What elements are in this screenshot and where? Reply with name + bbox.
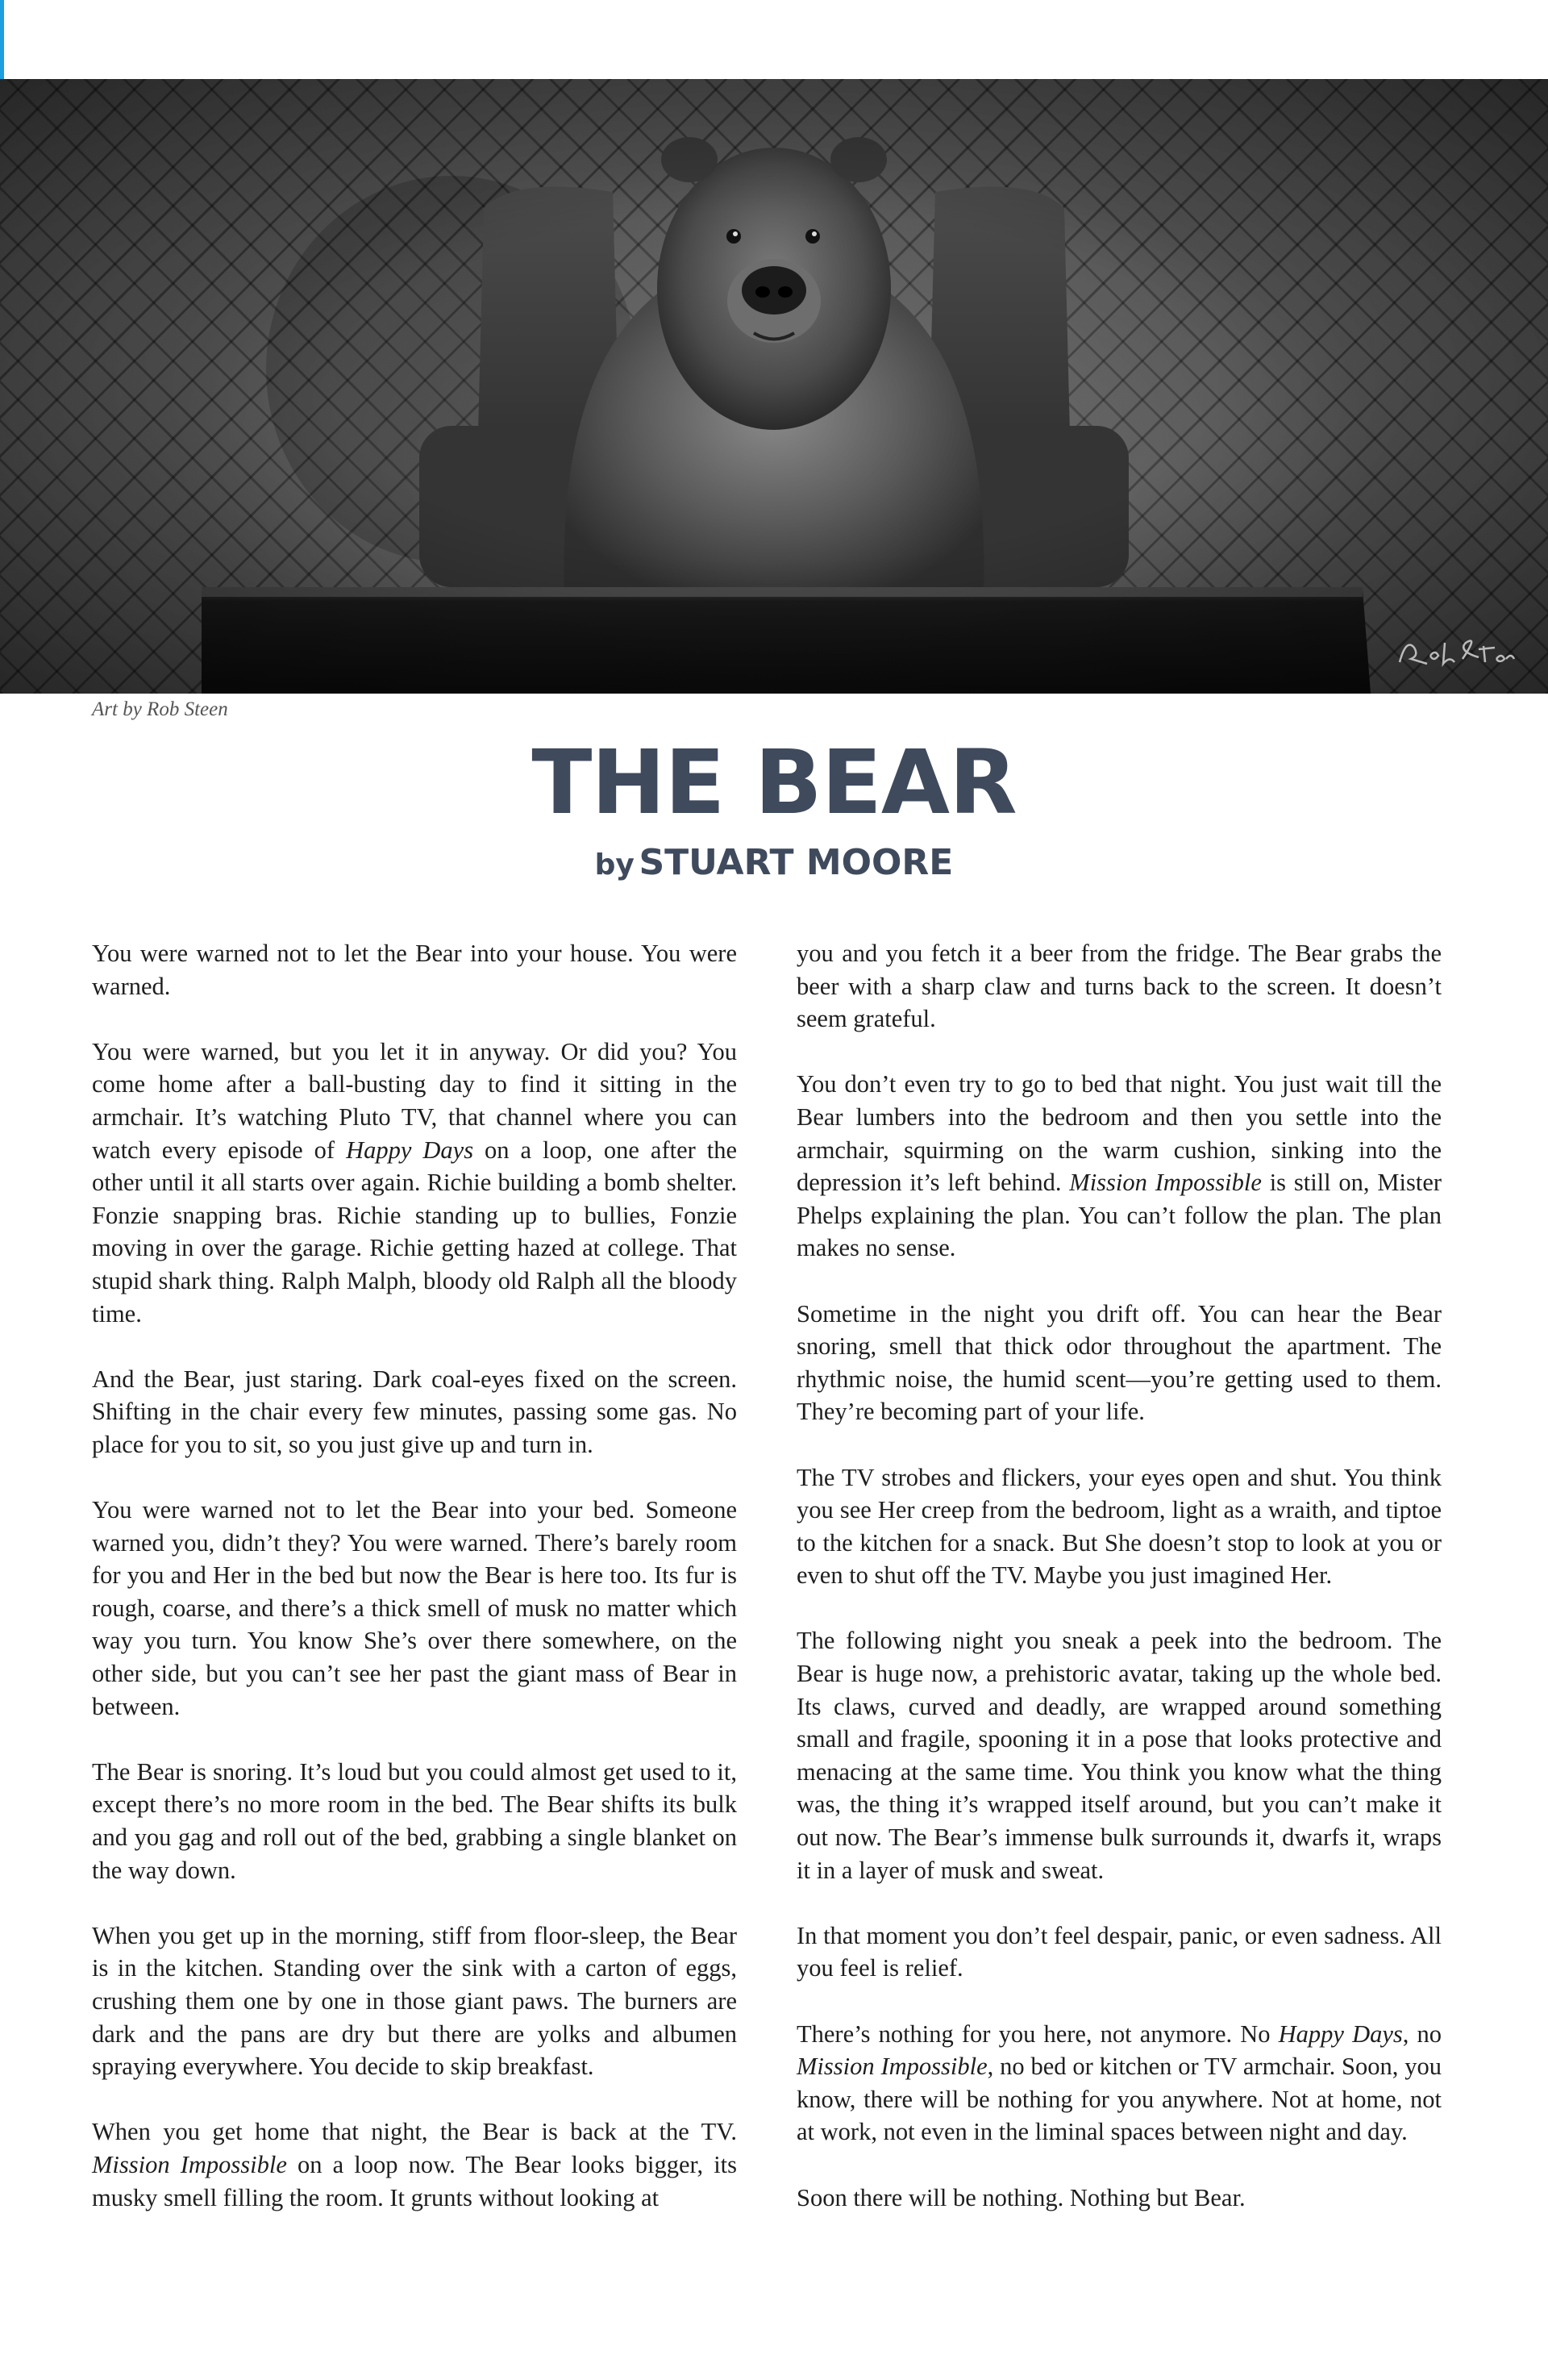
paragraph-text: Sometime in the night you drift off. You can hear the Bear snoring, smell that thick odor throughout the apartment. The rhythmic noise, the humid scent—you’re getting used to them. They’re becoming part of your life. xyxy=(797,1299,1442,1426)
story-column-right xyxy=(797,937,1442,2214)
signature-mark xyxy=(1395,631,1516,672)
paragraph-text: In that moment you don’t feel despair, panic, or even sadness. All you feel is relief. xyxy=(797,1921,1442,1982)
story-paragraph xyxy=(797,1461,1442,1592)
italic-title-text: Happy Days xyxy=(1278,2019,1403,2048)
story-paragraph xyxy=(92,2115,737,2214)
hero-illustration xyxy=(0,79,1548,694)
story-paragraph xyxy=(797,1068,1442,1265)
art-credit-caption: Art by Rob Steen xyxy=(92,698,228,720)
author-name: STUART MOORE xyxy=(639,842,954,883)
story-column-left xyxy=(92,937,737,2214)
story-title: THE BEAR xyxy=(531,731,1017,834)
paragraph-text: When you get up in the morning, stiff from floor-sleep, the Bear is in the kitchen. Standing over the sink with a carton of eggs, crushing them one by one in those giant paws. The burners are dark and the pans are dry but there are yolks and albumen spraying everywhere. You decide to skip breakfast. xyxy=(92,1921,737,2081)
paragraph-text: you and you fetch it a beer from the fridge. The Bear grabs the beer with a sharp claw and turns back to the screen. It doesn’t seem grateful. xyxy=(797,940,1442,1033)
paragraph-text: on a loop now. The Bear looks bigger, its musky smell filling the room. It grunts without looking at xyxy=(92,2150,738,2211)
story-paragraph xyxy=(92,1036,737,1330)
artist-signature xyxy=(1395,631,1516,679)
hero-vignette xyxy=(0,79,1548,694)
paragraph-text: , no bed or kitchen or TV armchair. Soon, you know, there will be nothing for you anywhere. Not at home, not at work, not even in the liminal spaces between night and day. xyxy=(797,2053,1442,2146)
italic-title-text: Happy Days xyxy=(346,1136,474,1164)
paragraph-text: You were warned not to let the Bear into your bed. Someone warned you, didn’t they? You were warned. There’s barely room for you and Her in the bed but now the Bear is here too. Its fur is rough, coarse, and there’s a thick smell of musk no matter which way you turn. You know She’s over there somewhere, on the other side, but you can’t see her past the giant mass of Bear in between. xyxy=(92,1496,737,1720)
paragraph-text: And the Bear, just staring. Dark coal-eyes fixed on the screen. Shifting in the chair every few minutes, passing some gas. No place for you to sit, so you just give up and turn in. xyxy=(92,1365,737,1458)
paragraph-text: When you get home that night, the Bear is back at the TV. xyxy=(92,2118,737,2146)
byline xyxy=(0,839,1548,894)
story-paragraph xyxy=(797,1624,1442,1886)
italic-title-text: Mission Impossible xyxy=(1069,1169,1262,1197)
italic-title-text: Mission Impossible xyxy=(797,2053,988,2081)
paragraph-text: The Bear is snoring. It’s loud but you could almost get used to it, except there’s no more room in the bed. The Bear shifts its bulk and you gag and roll out of the bed, grabbing a single blanket on the way down. xyxy=(92,1757,737,1884)
paragraph-text: The following night you sneak a peek into the bedroom. The Bear is huge now, a prehistoric avatar, taking up the whole bed. Its claws, curved and deadly, are wrapped around something small and fragile, spooning it in a pose that looks protective and menacing at the same time. You think you know what the thing was, the thing it’s wrapped itself around, but you can’t make it out now. The Bear’s immense bulk surrounds it, dwarfs it, wraps it in a layer of musk and sweat. xyxy=(797,1627,1442,1884)
paragraph-text: You don’t even try to go to bed that night. You just wait till the Bear lumbers into the bedroom and then you settle into the armchair, squirming on the warm cushion, sinking into the depression it’s left behind. xyxy=(797,1070,1442,1197)
story-paragraph xyxy=(92,1494,737,1723)
paragraph-text: on a loop, one after the other until it all starts over again. Richie building a bomb shelter. Fonzie snapping bras. Richie standing up to bullies, Fonzie moving in over the garage. Richie getting hazed at college. That stupid shark thing. Ralph Malph, bloody old Ralph all the bloody time. xyxy=(92,1136,738,1328)
story-paragraph xyxy=(797,1298,1442,1428)
paragraph-text: You were warned, but you let it in anyway. Or did you? You come home after a ball-busting day to find it sitting in the armchair. It’s watching Pluto TV, that channel where you can watch every episode of xyxy=(92,1037,737,1164)
story-paragraph xyxy=(92,937,737,1002)
story-paragraph xyxy=(797,937,1442,1036)
story-paragraph xyxy=(92,1919,737,2083)
paragraph-text: There’s nothing for you here, not anymore. No xyxy=(797,2019,1279,2048)
paragraph-text: , no xyxy=(1402,2019,1442,2048)
paragraph-text: You were warned not to let the Bear into your house. You were warned. xyxy=(92,940,737,1000)
page-edge-tab xyxy=(0,0,4,79)
paragraph-text: The TV strobes and flickers, your eyes open and shut. You think you see Her creep from the bedroom, light as a wraith, and tiptoe to the kitchen for a snack. But She doesn’t stop to look at you or even to shut off the TV. Maybe you just imagined Her. xyxy=(797,1463,1442,1590)
italic-title-text: Mission Impossible xyxy=(92,2150,287,2178)
paragraph-text: is still on, Mister Phelps explaining the plan. You can’t follow the plan. The plan makes no sense. xyxy=(797,1169,1442,1262)
story-paragraph xyxy=(797,2018,1442,2149)
story-paragraph xyxy=(797,1919,1442,1985)
story-paragraph xyxy=(797,2182,1442,2215)
paragraph-text: Soon there will be nothing. Nothing but Bear. xyxy=(797,2183,1246,2211)
story-paragraph xyxy=(92,1363,737,1461)
byline-prefix: by xyxy=(594,848,635,882)
story-paragraph xyxy=(92,1756,737,1886)
